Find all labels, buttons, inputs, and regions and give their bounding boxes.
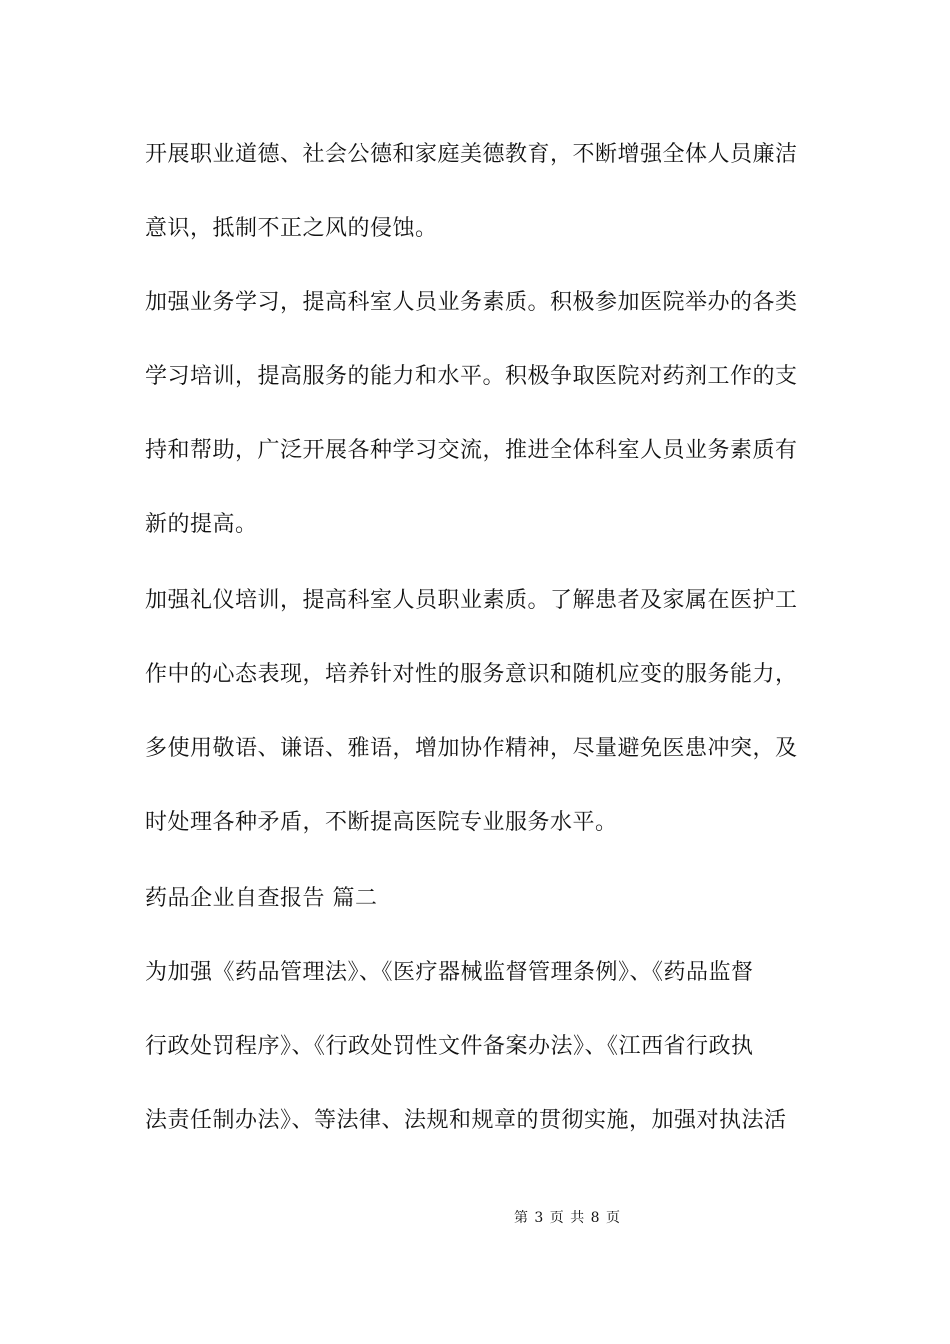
text-line-9: 多使用敬语、谦语、雅语，增加协作精神，尽量避免医患冲突，及 — [145, 736, 798, 761]
section-heading: 药品企业自查报告 篇二 — [145, 886, 378, 911]
text-line-4: 学习培训，提高服务的能力和水平。积极争取医院对药剂工作的支 — [145, 364, 798, 389]
text-line-14: 法责任制办法》、等法律、法规和规章的贯彻实施，加强对执法活 — [145, 1108, 787, 1133]
text-line-10: 时处理各种矛盾，不断提高医院专业服务水平。 — [145, 810, 618, 835]
text-line-12: 为加强《药品管理法》、《医疗器械监督管理条例》、《药品监督 — [145, 960, 754, 985]
text-line-7: 加强礼仪培训，提高科室人员职业素质。了解患者及家属在医护工 — [145, 588, 798, 613]
text-line-1: 开展职业道德、社会公德和家庭美德教育，不断增强全体人员廉洁 — [145, 142, 798, 167]
text-line-13: 行政处罚程序》、《行政处罚性文件备案办法》、《江西省行政执 — [145, 1034, 754, 1059]
text-line-8: 作中的心态表现，培养针对性的服务意识和随机应变的服务能力， — [145, 662, 798, 687]
text-line-6: 新的提高。 — [145, 512, 258, 537]
text-line-5: 持和帮助，广泛开展各种学习交流，推进全体科室人员业务素质有 — [145, 438, 798, 463]
text-line-3: 加强业务学习，提高科室人员业务素质。积极参加医院举办的各类 — [145, 290, 798, 315]
page-number-footer: 第 3 页 共 8 页 — [513, 1210, 622, 1226]
text-line-2: 意识，抵制不正之风的侵蚀。 — [145, 216, 438, 241]
